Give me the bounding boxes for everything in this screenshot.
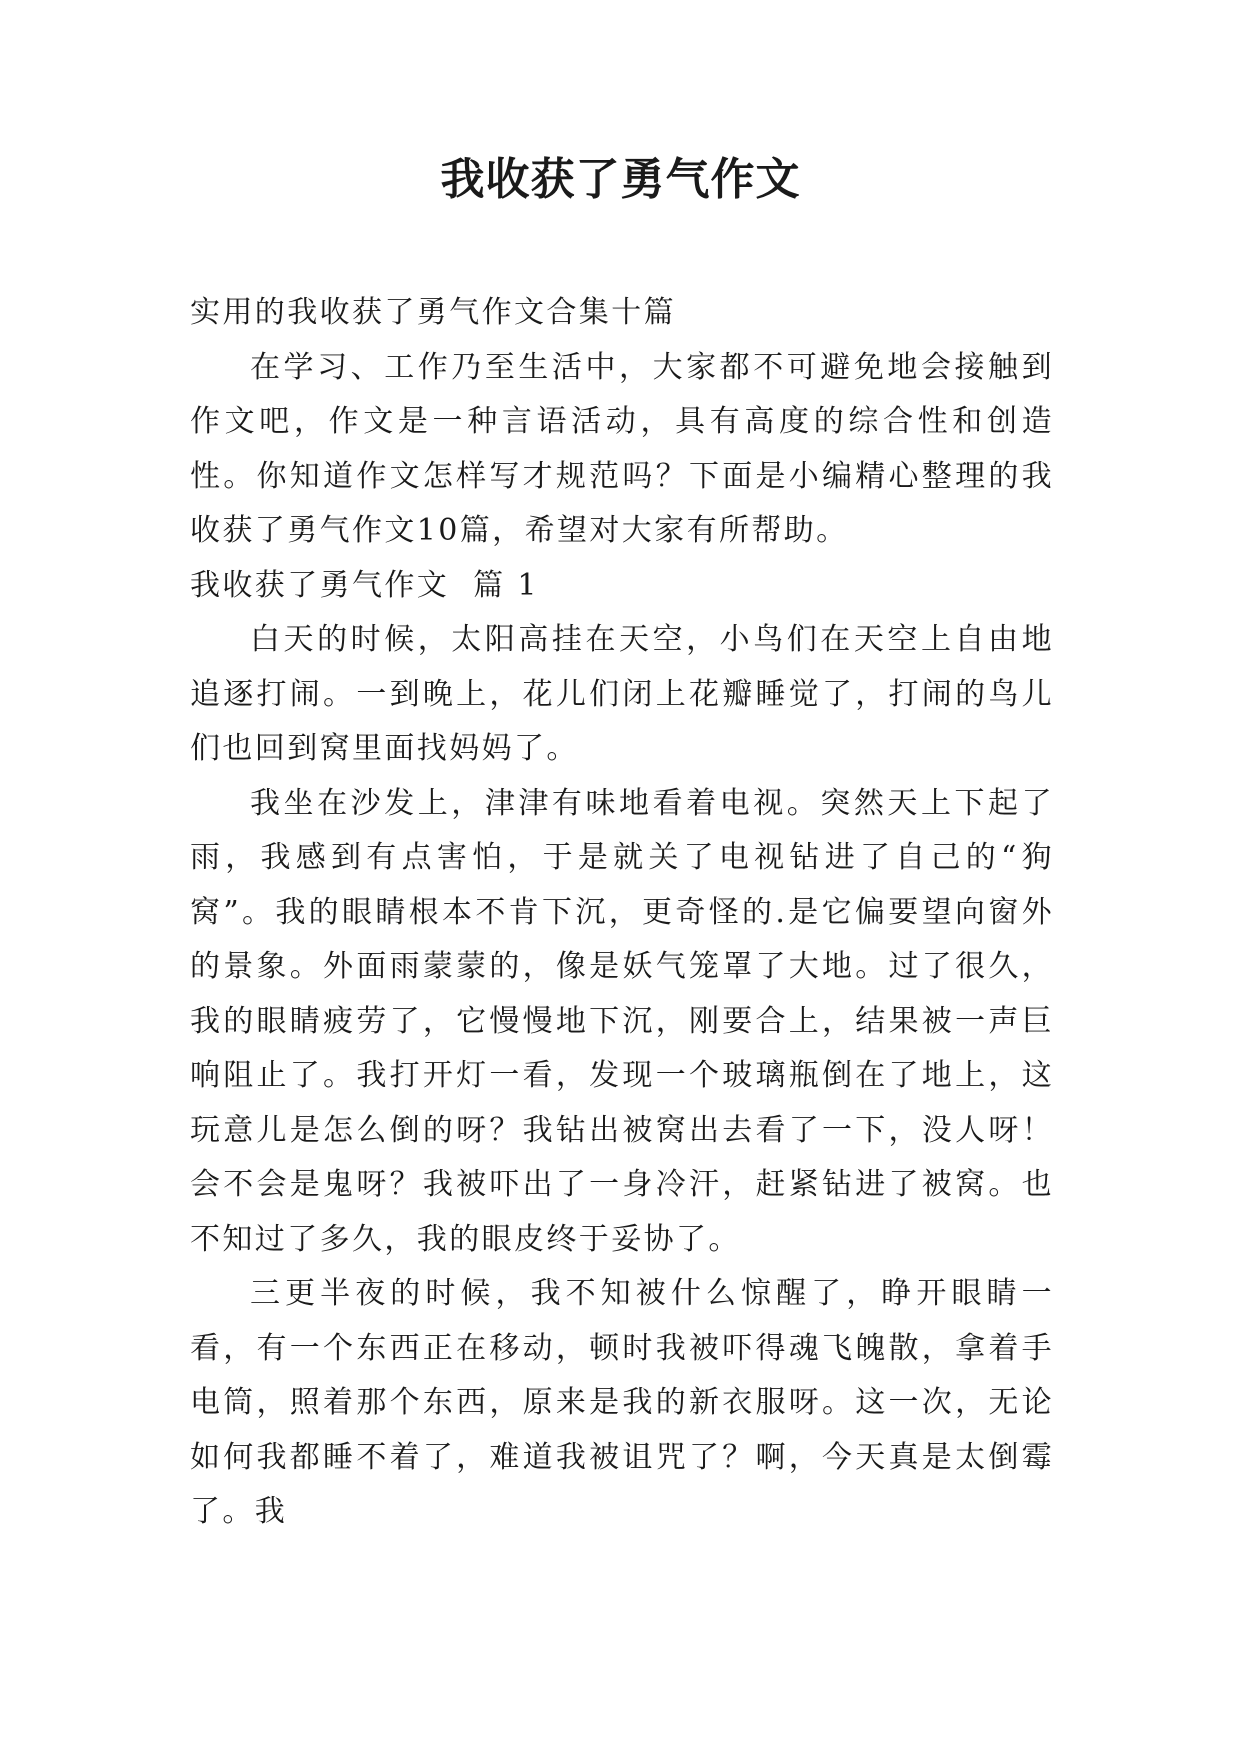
body-paragraph-1: 白天的时候，太阳高挂在天空，小鸟们在天空上自由地追逐打闹。一到晚上，花儿们闭上花瓣睡觉了，打闹的鸟儿们也回到窝里面找妈妈了。: [190, 622, 1054, 766]
intro-paragraph: 在学习、工作乃至生活中，大家都不可避免地会接触到作文吧，作文是一种言语活动，具有高度的综合性和创造性。你知道作文怎样写才规范吗？下面是小编精心整理的我收获了勇气作文10篇，希望对大家有所帮助。: [190, 349, 1054, 548]
document-title: 我收获了勇气作文: [440, 154, 801, 205]
section-heading: 我收获了勇气作文 篇 1: [190, 567, 539, 603]
body-paragraph-2: 我坐在沙发上，津津有味地看着电视。突然天上下起了雨，我感到有点害怕，于是就关了电视钻进了自己的“狗窝”。我的眼睛根本不肯下沉，更奇怪的.是它偏要望向窗外的景象。外面雨蒙蒙的，像是妖气笼罩了大地。过了很久，我的眼睛疲劳了，它慢慢地下沉，刚要合上，结果被一声巨响阻止了。我打开灯一看，发现一个玻璃瓶倒在了地上，这玩意儿是怎么倒的呀？我钻出被窝出去看了一下，没人呀！会不会是鬼呀？我被吓出了一身冷汗，赶紧钻进了被窝。也不知过了多久，我的眼皮终于妥协了。: [190, 785, 1054, 1257]
document-subtitle: 实用的我收获了勇气作文合集十篇: [190, 295, 676, 330]
document-body: [190, 286, 1054, 1540]
body-paragraph-3: 三更半夜的时候，我不知被什么惊醒了，睁开眼睛一看，有一个东西正在移动，顿时我被吓得魂飞魄散，拿着手电筒，照着那个东西，原来是我的新衣服呀。这一次，无论如何我都睡不着了，难道我被诅咒了？啊，今天真是太倒霉了。我: [190, 1276, 1054, 1529]
